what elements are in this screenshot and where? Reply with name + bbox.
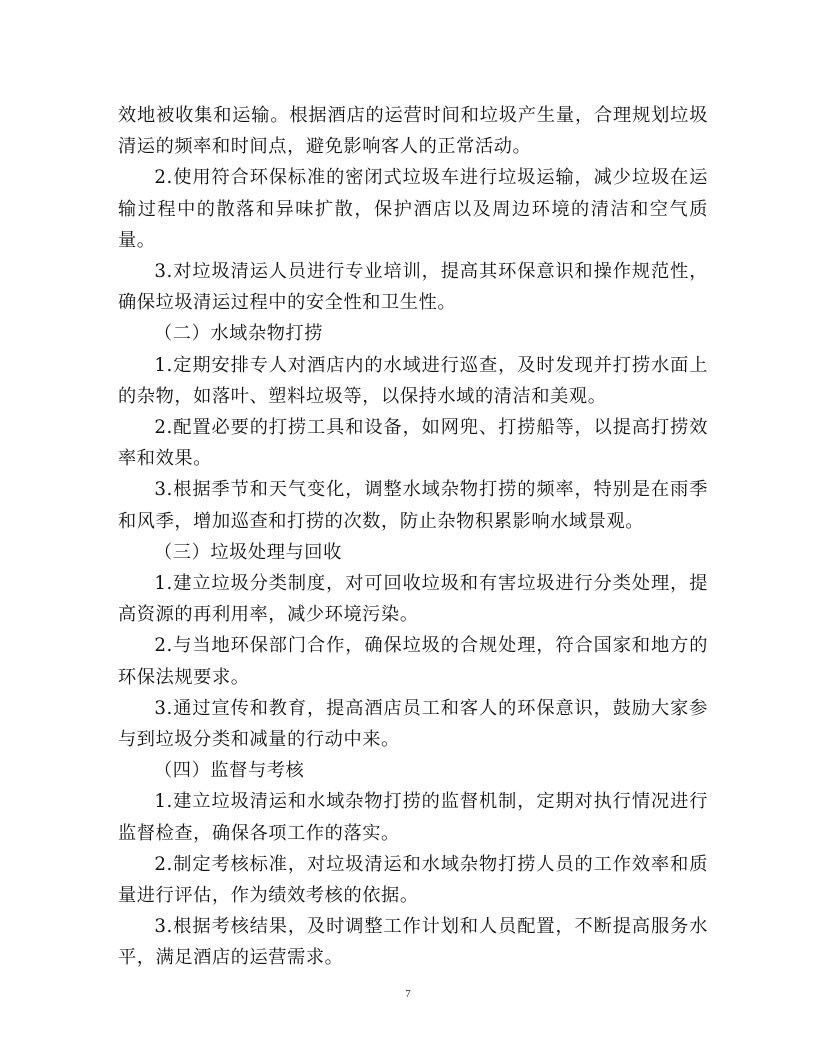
- page-number: 7: [405, 988, 411, 1000]
- paragraph: 2.与当地环保部门合作，确保垃圾的合规处理，符合国家和地方的环保法规要求。: [118, 635, 708, 688]
- paragraph: 1.定期安排专人对酒店内的水域进行巡查，及时发现并打捞水面上的杂物，如落叶、塑料垃圾等，以保持水域的清洁和美观。: [118, 354, 708, 407]
- section-heading: （三）垃圾处理与回收: [154, 541, 342, 563]
- paragraph: 1.建立垃圾分类制度，对可回收垃圾和有害垃圾进行分类处理，提高资源的再利用率，减少环境污染。: [118, 573, 708, 626]
- paragraph: 3.通过宣传和教育，提高酒店员工和客人的环保意识，鼓励大家参与到垃圾分类和减量的行动中来。: [118, 697, 708, 751]
- paragraph-continued: 效地被收集和运输。根据酒店的运营时间和垃圾产生量，合理规划垃圾清运的频率和时间点，避免影响客人的正常活动。: [118, 105, 708, 158]
- document-body: [118, 100, 708, 974]
- paragraph: 2.配置必要的打捞工具和设备，如网兜、打捞船等，以提高打捞效率和效果。: [118, 417, 708, 470]
- paragraph: 2.使用符合环保标准的密闭式垃圾车进行垃圾运输，减少垃圾在运输过程中的散落和异味扩散，保护酒店以及周边环境的清洁和空气质量。: [118, 167, 708, 251]
- section-heading: （四）监督与考核: [154, 760, 305, 782]
- paragraph: 3.对垃圾清运人员进行专业培训，提高其环保意识和操作规范性，确保垃圾清运过程中的安全性和卫生性。: [118, 261, 708, 314]
- paragraph: 3.根据考核结果，及时调整工作计划和人员配置，不断提高服务水平，满足酒店的运营需求。: [118, 916, 708, 969]
- paragraph: 2.制定考核标准，对垃圾清运和水域杂物打捞人员的工作效率和质量进行评估，作为绩效考核的依据。: [118, 853, 708, 907]
- paragraph: 1.建立垃圾清运和水域杂物打捞的监督机制，定期对执行情况进行监督检查，确保各项工作的落实。: [118, 791, 708, 844]
- section-heading: （二）水域杂物打捞: [154, 323, 324, 345]
- paragraph: 3.根据季节和天气变化，调整水域杂物打捞的频率，特别是在雨季和风季，增加巡查和打捞的次数，防止杂物积累影响水域景观。: [118, 479, 708, 532]
